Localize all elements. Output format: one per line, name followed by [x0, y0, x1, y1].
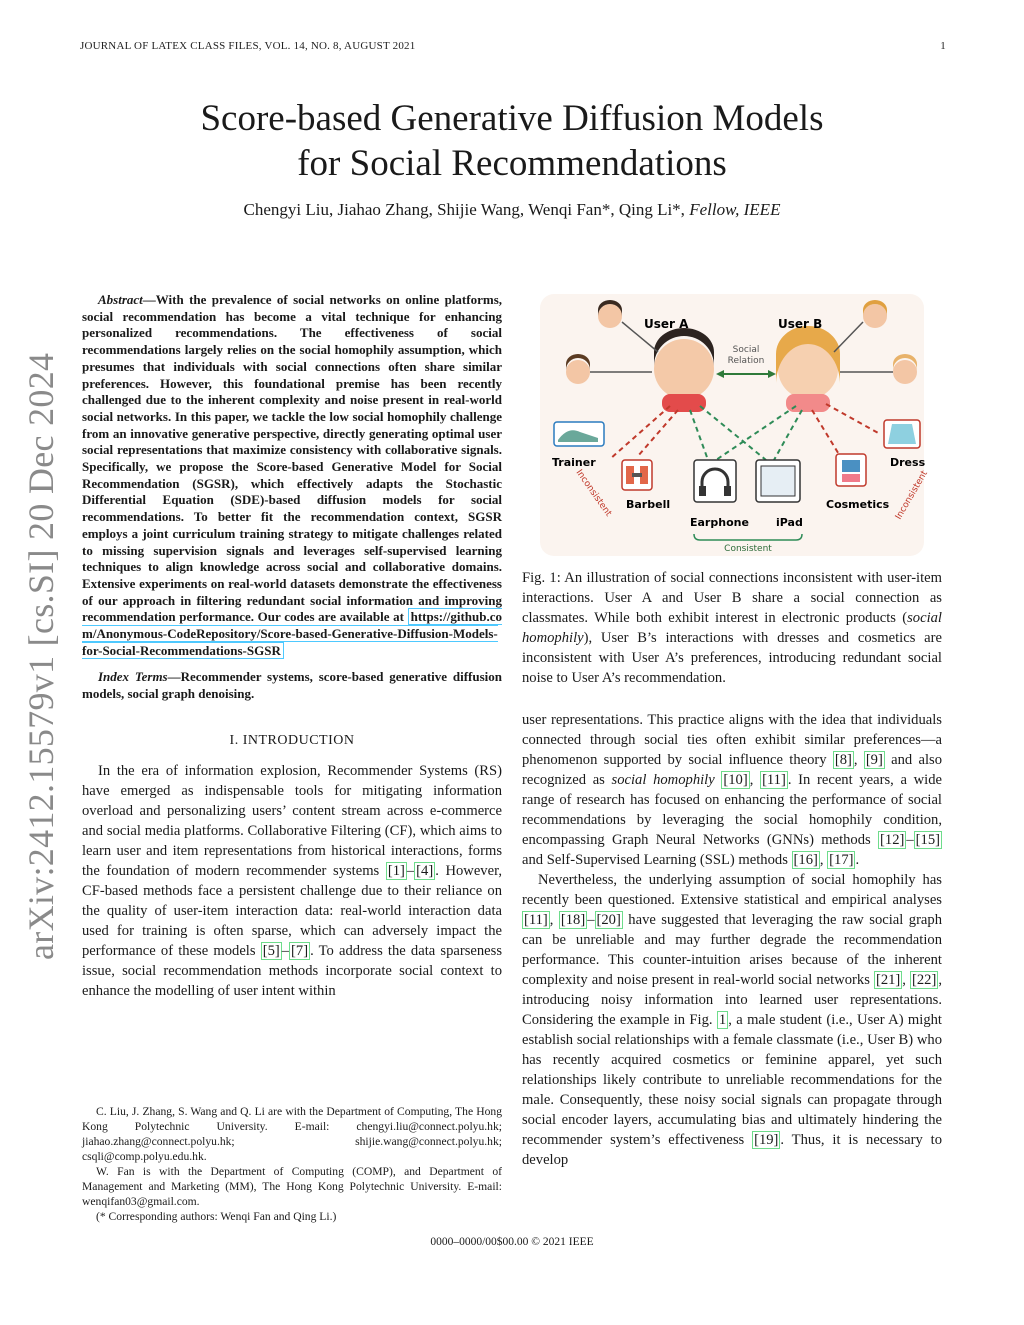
user-a-avatar-icon	[654, 328, 714, 412]
arxiv-stamp: arXiv:2412.15579v1 [cs.SI] 20 Dec 2024	[21, 352, 61, 960]
left-column	[82, 292, 502, 1001]
text-span: –	[587, 912, 595, 928]
citation-link[interactable]: [17]	[829, 852, 854, 868]
citation-link[interactable]: [1]	[387, 862, 405, 879]
author-list	[100, 200, 924, 220]
abstract	[82, 292, 502, 659]
text-span: and Self-Supervised Learning (SSL) methods	[522, 852, 792, 868]
text-span: user representations. This practice aligns with the idea that individuals connected through social ties often exhibit similar preferences—a phenomenon supported by social influence theory	[522, 712, 942, 768]
avatar-icon	[566, 354, 590, 384]
figure-illustration	[540, 294, 930, 556]
right-column	[522, 292, 942, 1170]
running-head-text: JOURNAL OF LATEX CLASS FILES, VOL. 14, NO. 8, AUGUST 2021	[80, 40, 416, 52]
section-heading	[82, 733, 502, 749]
text-span: –	[406, 862, 415, 879]
title-line-1: Score-based Generative Diffusion Models	[200, 98, 824, 139]
citation-link[interactable]: [5]	[262, 942, 280, 959]
avatar-icon	[863, 300, 887, 328]
running-head	[80, 40, 946, 52]
intro-paragraph-right-2	[522, 870, 942, 1170]
text-span: –	[281, 942, 290, 959]
citation-link[interactable]: [9]	[865, 752, 883, 768]
dress-icon	[884, 420, 920, 448]
intro-paragraph-left	[82, 761, 502, 1001]
text-span: ,	[853, 752, 864, 768]
text-span: ,	[819, 852, 828, 868]
text-span: social homophily	[611, 772, 715, 788]
inconsistent-label-left: Inconsistent	[573, 467, 614, 519]
citation-link[interactable]: [20]	[596, 912, 621, 928]
text-span: and also recognized as	[522, 752, 942, 788]
text-span: , introducing noisy information into learned user representations. Considering the example in Fig.	[522, 972, 942, 1028]
page-number: 1	[940, 40, 946, 52]
figure-1	[540, 294, 930, 556]
abstract-lead: Abstract	[98, 292, 143, 307]
citation-link[interactable]: [15]	[915, 832, 940, 848]
item-label: Trainer	[552, 456, 596, 469]
text-span: ,	[549, 912, 559, 928]
user-b-label: User B	[778, 317, 823, 331]
text-span: –	[906, 832, 914, 848]
citation-link[interactable]: [19]	[754, 1132, 779, 1148]
user-a-label: User A	[644, 317, 689, 331]
text-span: .	[855, 852, 860, 868]
index-terms	[82, 669, 502, 702]
title-line-2: for Social Recommendations	[297, 143, 727, 184]
footnote-2: W. Fan is with the Department of Computing (COMP), and Department of Management and Marketing (MM), The Hong Kong Polytechnic University. E-mail: wenqifan03@gmail.com.	[82, 1165, 502, 1208]
citation-link[interactable]: [11]	[762, 772, 786, 788]
item-label: Cosmetics	[826, 498, 890, 511]
citation-link[interactable]: [21]	[875, 972, 901, 988]
user-b-avatar-icon	[776, 326, 840, 412]
citation-link[interactable]: [10]	[723, 772, 748, 788]
social-relation-label-1: Social	[732, 345, 760, 355]
cosmetics-icon	[836, 454, 866, 486]
inconsistent-label-right: Inconsistent	[893, 469, 930, 522]
trainer-icon	[554, 422, 604, 446]
copyright-footer: 0000–0000/00$00.00 © 2021 IEEE	[430, 1236, 594, 1248]
citation-link[interactable]: [22]	[912, 972, 937, 988]
text-span: In the era of information explosion, Recommender Systems (RS) have emerged as indispensable tools for mitigating information overload and personalizing users’ content stream across e-commerce and social media platforms. Collaborative Filtering (CF), which aims to learn user and item representations from historical interactions, forms the foundation of modern recommender systems	[82, 762, 502, 879]
citation-link[interactable]: [18]	[560, 912, 586, 928]
citation-link[interactable]: [8]	[834, 752, 852, 768]
figure-caption	[522, 568, 942, 688]
figure-ref-link[interactable]: 1	[718, 1012, 727, 1028]
code-link[interactable]: https://github.com/Anonymous-CodeRepository/Score-based-Generative-Diffusion-Models-for-Social-Recommendations-SGSR	[82, 609, 502, 658]
item-label: Earphone	[690, 516, 749, 529]
citation-link[interactable]: [11]	[524, 912, 548, 928]
citation-link[interactable]: [16]	[793, 852, 818, 868]
index-terms-lead: Index Terms	[98, 669, 168, 685]
footnotes	[82, 1104, 502, 1224]
consistent-label: Consistent	[724, 544, 772, 554]
footnote-3: (* Corresponding authors: Wenqi Fan and Qing Li.)	[96, 1210, 337, 1223]
text-span: . In recent years, a wide range of research has focused on enhancing the performance of social recommendations by leveraging the social homophily condition, encompassing Graph Neural Networks (GNNs) methods	[522, 772, 942, 848]
item-label: Barbell	[626, 498, 671, 511]
text-span: , a male student (i.e., User A) might establish social relationships with a female classmate (i.e., User B) who has recently acquired cosmetics or feminine apparel, yet such relationships likely contribute to unreliable recommendations for the male. Consequently, these noisy social signals can propagate through social encoder layers, accumulating bias and ultimately hindering the recommender system’s effectiveness	[522, 1012, 942, 1148]
text-span: . Thus, it is necessary to develop	[522, 1132, 942, 1168]
item-label: Dress	[890, 456, 926, 469]
text-span: . To address the data sparseness issue, social recommendation methods incorporate social context to enhance the modelling of user intent within	[82, 942, 503, 999]
intro-paragraph-right-1	[522, 710, 942, 870]
section-number: I.	[229, 732, 239, 748]
text-span: ,	[902, 972, 911, 988]
text-span: have suggested that leveraging the raw social graph can be unreliable and may further degrade the recommendation performance. This counter-intuition arises because of the inherent complexity and noise present in real-world social networks	[522, 912, 942, 988]
index-terms-text: —Recommender systems, score-based generative diffusion models, social graph denoising.	[82, 669, 502, 702]
caption-label: Fig. 1:	[522, 570, 561, 586]
avatar-icon	[598, 300, 622, 328]
text-span: . However, CF-based methods face a persistent challenge due to their reliance on the quality of user-item interaction data: real-world interaction data used for training is often sparse, which can adversely impact the performance of these models	[82, 862, 503, 959]
authors-suffix: Fellow, IEEE	[689, 200, 781, 219]
caption-italic: social homophily	[522, 610, 942, 646]
paper-title	[100, 96, 924, 186]
citation-link[interactable]: [12]	[880, 832, 905, 848]
ipad-icon	[756, 460, 800, 502]
barbell-icon	[622, 460, 652, 490]
avatar-icon	[893, 354, 917, 384]
caption-end: ), User B’s interactions with dresses and cosmetics are inconsistent with User A’s preferences, introducing redundant social noise to User A’s recommendation.	[522, 630, 942, 686]
caption-text: An illustration of social connections inconsistent with user-item interactions. User A and User B share a social connection as classmates. While both exhibit interest in electronic products (	[522, 570, 942, 626]
social-relation-label-2: Relation	[727, 356, 765, 366]
footnote-1: C. Liu, J. Zhang, S. Wang and Q. Li are with the Department of Computing, The Hong Kong Polytechnic University. E-mail: chengyi.liu@connect.polyu.hk; jiahao.zhang@connect.polyu.hk; shijie.wang@connect.polyu.hk; csqli@comp.polyu.edu.hk.	[82, 1105, 502, 1163]
citation-link[interactable]: [7]	[291, 942, 309, 959]
abstract-text: —With the prevalence of social networks on online platforms, social recommendation has become a vital technique for enhancing personalized recommendations. The effectiveness of social recommendations largely relies on the social homophily assumption, which presumes that individuals with social connections often share similar preferences. However, this foundational premise has been recently challenged due to the inherent complexity and noise present in real-world social networks. In this paper, we tackle the low social homophily challenge from an innovative generative perspective, directly generating optimal user social representations that maximize consistency with collaborative signals. Specifically, we propose the Score-based Generative Model for Social Recommendation (SGSR), which effectively adapts the Stochastic Differential Equation (SDE)-based diffusion models for social recommendations. To better fit the recommendation context, SGSR employs a joint curriculum training strategy to mitigate challenges related to missing supervision signals and leverages self-supervised learning techniques to align knowledge across social and collaborative domains. Extensive experiments on real-world datasets demonstrate the effectiveness of our approach in filtering redundant social information and improving recommendation performance. Our codes are available at	[82, 292, 502, 625]
text-span: Nevertheless, the underlying assumption of social homophily has recently been questioned. Extensive statistical and empirical analyses	[522, 872, 942, 908]
earphone-icon	[694, 460, 736, 502]
section-title: INTRODUCTION	[242, 732, 355, 748]
authors-names: Chengyi Liu, Jiahao Zhang, Shijie Wang, Wenqi Fan*, Qing Li*,	[243, 200, 685, 219]
citation-link[interactable]: [4]	[416, 862, 434, 879]
text-span: ,	[749, 772, 761, 788]
item-label: iPad	[776, 516, 803, 529]
